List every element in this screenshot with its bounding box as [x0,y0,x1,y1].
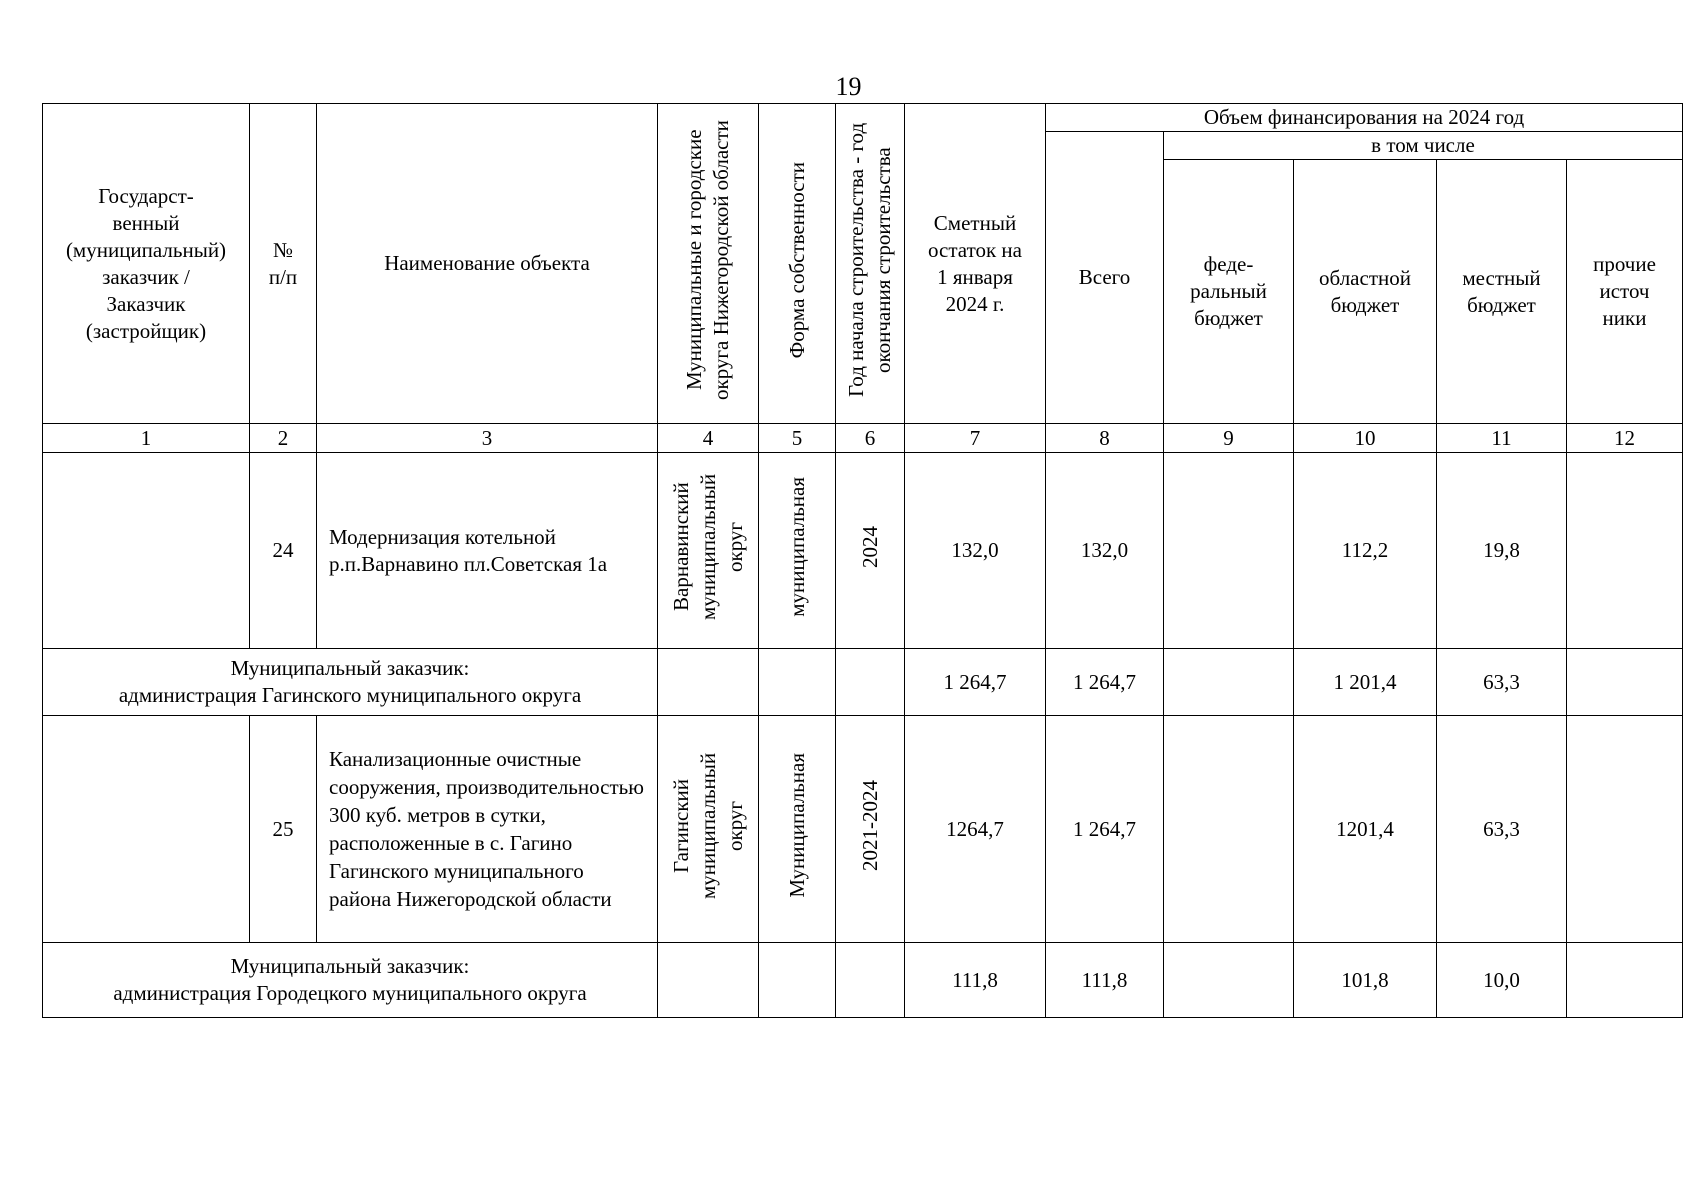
column-number: 9 [1164,424,1294,453]
years-cell [836,649,905,716]
table-row [43,453,1683,649]
customer-cell [43,453,250,649]
column-number: 2 [250,424,317,453]
column-number: 5 [759,424,836,453]
other-cell [1567,943,1683,1018]
ownership-cell [759,649,836,716]
local-cell: 19,8 [1437,453,1567,649]
header-number: № п/п [250,104,317,424]
customer-cell [43,716,250,943]
balance-cell: 111,8 [905,943,1046,1018]
balance-cell: 1264,7 [905,716,1046,943]
customer-summary-row [43,943,1683,1018]
header-customer: Государст- венный (муниципальный) заказчик / Заказчик (застройщик) [43,104,250,424]
years-cell [836,943,905,1018]
district-cell: Гагинский муниципальный округ [658,716,759,943]
column-number: 10 [1294,424,1437,453]
district-cell [658,649,759,716]
column-number: 4 [658,424,759,453]
header-ownership: Форма собственности [759,104,836,424]
column-number: 11 [1437,424,1567,453]
header-federal: феде- ральный бюджет [1164,160,1294,424]
district-cell: Варнавинский муниципальный округ [658,453,759,649]
regional-cell: 112,2 [1294,453,1437,649]
balance-cell: 1 264,7 [905,649,1046,716]
column-number-row [43,424,1683,453]
header-other: прочие источ ники [1567,160,1683,424]
federal-cell [1164,943,1294,1018]
other-cell [1567,649,1683,716]
object-name: Канализационные очистные сооружения, производительностью 300 куб. метров в сутки, расположенные в с. Гагино Гагинского муниципального района Нижегородской области [317,716,658,943]
federal-cell [1164,453,1294,649]
years-cell: 2021-2024 [836,716,905,943]
customer-summary: Муниципальный заказчик: администрация Гагинского муниципального округа [43,649,658,716]
customer-summary: Муниципальный заказчик: администрация Городецкого муниципального округа [43,943,658,1018]
regional-cell: 101,8 [1294,943,1437,1018]
object-name: Модернизация котельной р.п.Варнавино пл.Советская 1а [317,453,658,649]
column-number: 7 [905,424,1046,453]
other-cell [1567,716,1683,943]
page-number: 19 [835,72,862,101]
row-number: 25 [250,716,317,943]
years-cell: 2024 [836,453,905,649]
ownership-cell [759,943,836,1018]
balance-cell: 132,0 [905,453,1046,649]
header-regional: областной бюджет [1294,160,1437,424]
header-local: местный бюджет [1437,160,1567,424]
federal-cell [1164,649,1294,716]
header-including: в том числе [1164,132,1683,160]
regional-cell: 1 201,4 [1294,649,1437,716]
customer-summary-row [43,649,1683,716]
column-number: 12 [1567,424,1683,453]
total-cell: 132,0 [1046,453,1164,649]
column-number: 3 [317,424,658,453]
header-years: Год начала строительства - год окончания строительства [836,104,905,424]
financing-table [42,103,1683,1018]
total-cell: 1 264,7 [1046,649,1164,716]
local-cell: 63,3 [1437,716,1567,943]
header-balance: Сметный остаток на 1 января 2024 г. [905,104,1046,424]
district-cell [658,943,759,1018]
row-number: 24 [250,453,317,649]
column-number: 8 [1046,424,1164,453]
header-financing-title: Объем финансирования на 2024 год [1046,104,1683,132]
ownership-cell: муниципальная [759,453,836,649]
other-cell [1567,453,1683,649]
table-row [43,716,1683,943]
header-total: Всего [1046,132,1164,424]
header-object-name: Наименование объекта [317,104,658,424]
total-cell: 111,8 [1046,943,1164,1018]
ownership-cell: Муниципальная [759,716,836,943]
local-cell: 10,0 [1437,943,1567,1018]
total-cell: 1 264,7 [1046,716,1164,943]
column-number: 1 [43,424,250,453]
federal-cell [1164,716,1294,943]
header-district: Муниципальные и городские округа Нижегородской области [658,104,759,424]
regional-cell: 1201,4 [1294,716,1437,943]
local-cell: 63,3 [1437,649,1567,716]
column-number: 6 [836,424,905,453]
